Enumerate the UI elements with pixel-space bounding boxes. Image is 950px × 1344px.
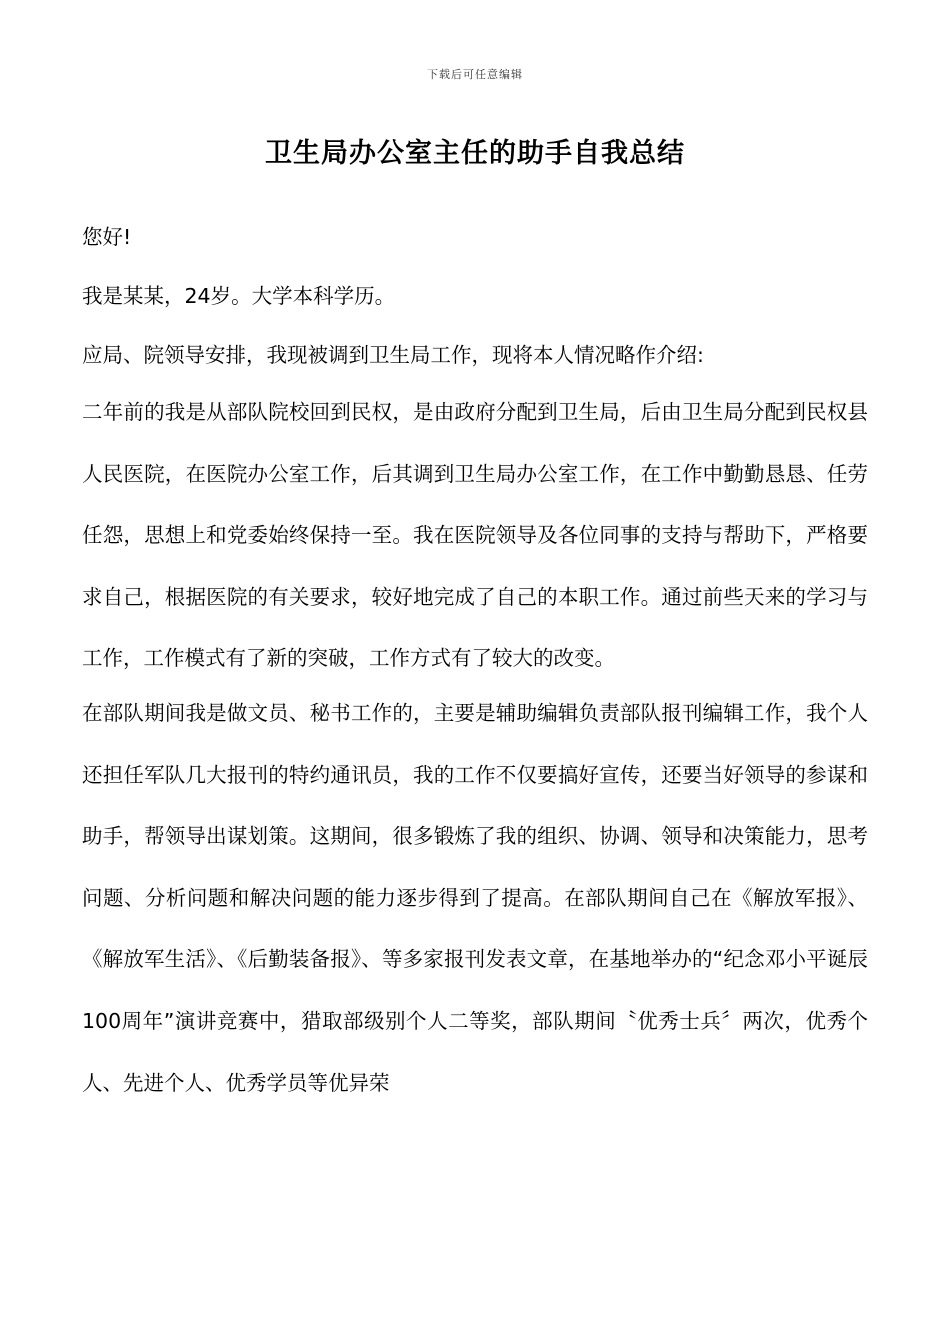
paragraph-self-intro: 我是某某，24岁。大学本科学历。 bbox=[82, 284, 396, 308]
header-note: 下载后可任意编辑 bbox=[427, 68, 523, 81]
paragraph-work-history: 二年前的我是从部队院校回到民权，是由政府分配到卫生局，后由卫生局分配到民权县人民医院，在医院办公室工作，后其调到卫生局办公室工作，在工作中勤勤恳恳、任劳任怨，思想上和党委始终保持一至。我在医院领导及各位同事的支持与帮助下，严格要求自己，根据医院的有关要求，较好地完成了自己的本职工作。通过前些天来的学习与工作，工作模式有了新的突破，工作方式有了较大的改变。 bbox=[82, 400, 868, 671]
document-body bbox=[82, 218, 868, 1120]
paragraph-greeting: 您好! bbox=[82, 225, 132, 249]
paragraph-military-service: 在部队期间我是做文员、秘书工作的，主要是辅助编辑负责部队报刊编辑工作，我个人还担任军队几大报刊的特约通讯员，我的工作不仅要搞好宣传，还要当好领导的参谋和助手，帮领导出谋划策。这期间，很多锻炼了我的组织、协调、领导和决策能力，思考问题、分析问题和解决问题的能力逐步得到了提高。在部队期间自己在《解放军报》、《解放军生活》、《后勤装备报》、等多家报刊发表文章，在基地举办的“纪念邓小平诞辰100周年”演讲竞赛中，猎取部级别个人二等奖，部队期间〝优秀士兵〞两次，优秀个人、先进个人、优秀学员等优异荣 bbox=[82, 700, 868, 1095]
document-title: 卫生局办公室主任的助手自我总结 bbox=[265, 138, 685, 169]
paragraph-arrangement: 应局、院领导安排，我现被调到卫生局工作，现将本人情况略作介绍: bbox=[82, 343, 704, 367]
